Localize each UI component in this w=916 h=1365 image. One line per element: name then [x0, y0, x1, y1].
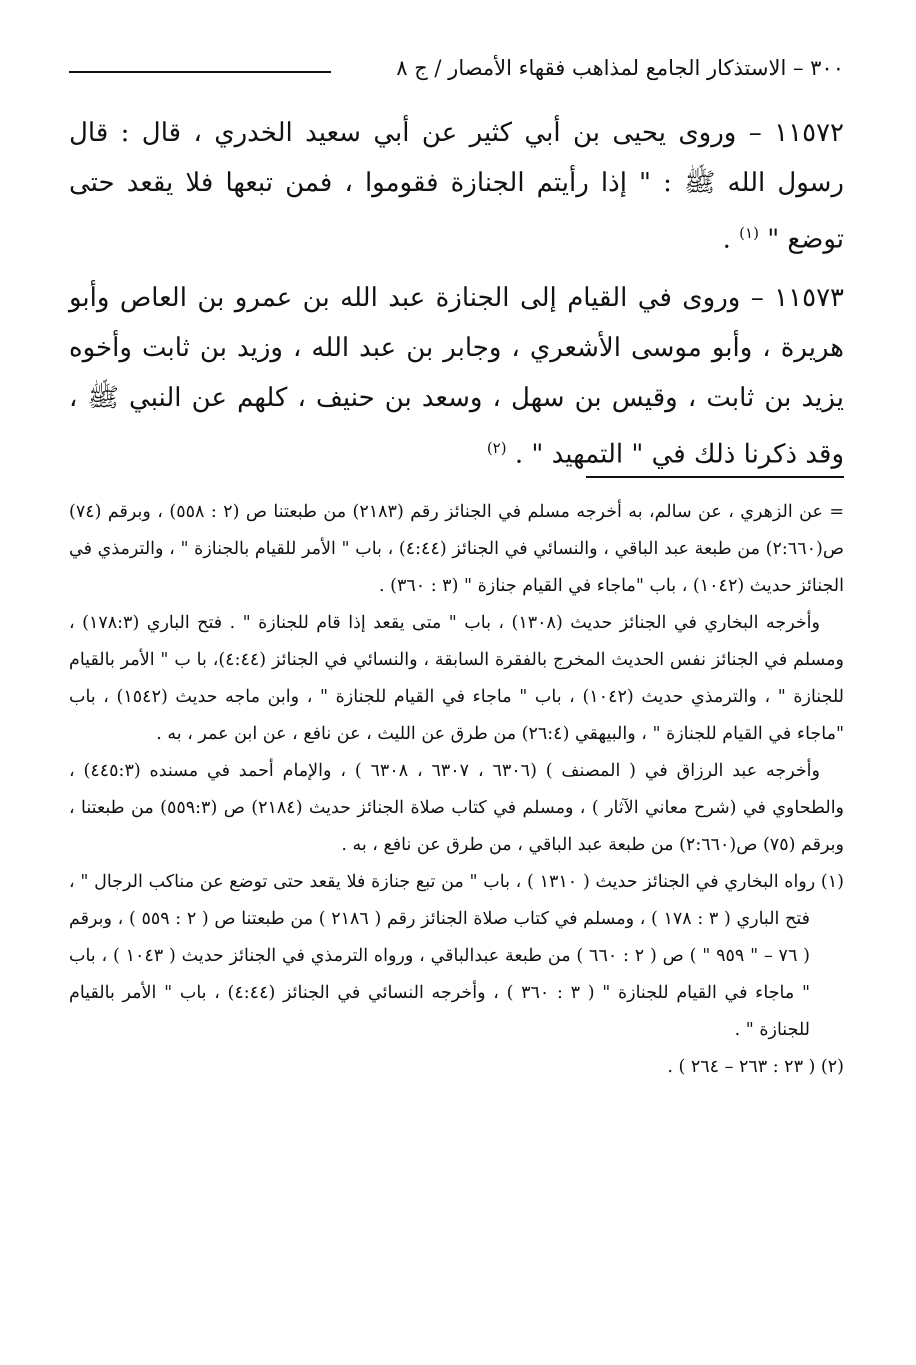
footnote-1: (١) رواه البخاري في الجنائز حديث ( ١٣١٠ ) ، باب " من تبع جنازة فلا يقعد حتى توضع عن مناكب الرجال " ، فتح الباري ( ٣ : ١٧٨ ) ، ومسلم في كتاب صلاة الجنائز رقم ( ٢١٨٦ ) من طبعتنا ص ( ٢ : ٥٥٩ ) ، وبرقم ( ٧٦ – " ٩٥٩ " ) ص ( ٢ : ٦٦٠ ) من طبعة عبدالباقي ، ورواه الترمذي في الجنائز حديث ( ١٠٤٣ ) ، باب " ماجاء في القيام للجنازة " ( ٣ : ٣٦٠ ) ، وأخرجه النسائي في الجنائز (٤:٤٤) ، باب " الأمر بالقيام للجنازة " .: [69, 872, 844, 1040]
main-text: [69, 108, 844, 479]
page-header: [69, 54, 844, 90]
paragraph-11572-end: .: [722, 224, 731, 255]
paragraph-11572: [69, 108, 844, 265]
footnote-separator: [586, 476, 844, 478]
paragraph-11572-text: ١١٥٧٢ – وروى يحيى بن أبي كثير عن أبي سعيد الخدري ، قال : قال رسول الله ﷺ : " إذا رأيتم الجنازة فقوموا ، فمن تبعها فلا يقعد حتى توضع ": [69, 118, 844, 255]
note-abdulrazzaq: وأخرجه عبد الرزاق في ( المصنف ) (٦٣٠٦ ، ٦٣٠٧ ، ٦٣٠٨ ) ، والإمام أحمد في مسنده (٤٤٥:٣) ، والطحاوي في (شرح معاني الآثار ) ، ومسلم في كتاب صلاة الجنائز حديث (٢١٨٤) ص (٥٥٩:٣) من طبعتنا ، وبرقم (٧٥) ص(٢:٦٦٠) من طبعة عبد الباقي ، من طرق عن نافع ، به .: [69, 761, 845, 855]
footnote-ref-2: (٢): [486, 438, 507, 457]
running-title: ٣٠٠ – الاستذكار الجامع لمذاهب فقهاء الأمصار / ج ٨: [396, 56, 844, 80]
note-bukhari-1308: وأخرجه البخاري في الجنائز حديث (١٣٠٨) ، باب " متى يقعد إذا قام للجنازة " . فتح الباري (١٧٨:٣) ، ومسلم في الجنائز نفس الحديث المخرج بالفقرة السابقة ، والنسائي في الجنائز (٤:٤٤)، با ب " الأمر بالقيام للجنازة " ، والترمذي حديث (١٠٤٢) ، باب " ماجاء في القيام للجنازة " ، وابن ماجه حديث (١٥٤٢) ، باب "ماجاء في القيام للجنازة " ، والبيهقي (٢٦:٤) من طرق عن الليث ، عن نافع ، عن ابن عمر ، به .: [69, 613, 845, 744]
paragraph-11573: [69, 273, 844, 480]
footnote-2: (٢) ( ٢٣ : ٢٦٣ – ٢٦٤ ) .: [667, 1057, 844, 1077]
footnote-ref-1: (١): [739, 224, 759, 242]
footnotes: [69, 494, 844, 1086]
continued-note: = عن الزهري ، عن سالم، به أخرجه مسلم في الجنائز رقم (٢١٨٣) من طبعتنا ص (٢ : ٥٥٨) ، وبرقم (٧٤) ص(٢:٦٦٠) من طبعة عبد الباقي ، والنسائي في الجنائز (٤:٤٤) ، باب " الأمر للقيام بالجنازة " ، والترمذي في الجنائز حديث (١٠٤٢) ، باب "ماجاء في القيام جنازة " (٣ : ٣٦٠) .: [69, 502, 844, 596]
paragraph-11573-text: ١١٥٧٣ – وروى في القيام إلى الجنازة عبد الله بن عمرو بن العاص وأبو هريرة ، وأبو موسى الأشعري ، وجابر بن عبد الله ، وزيد بن ثابت وأخوه يزيد بن ثابت ، وقيس بن سهل ، وسعد بن حنيف ، كلهم عن النبي ﷺ ، وقد ذكرنا ذلك في " التمهيد " .: [69, 282, 844, 470]
header-rule: [69, 71, 331, 73]
